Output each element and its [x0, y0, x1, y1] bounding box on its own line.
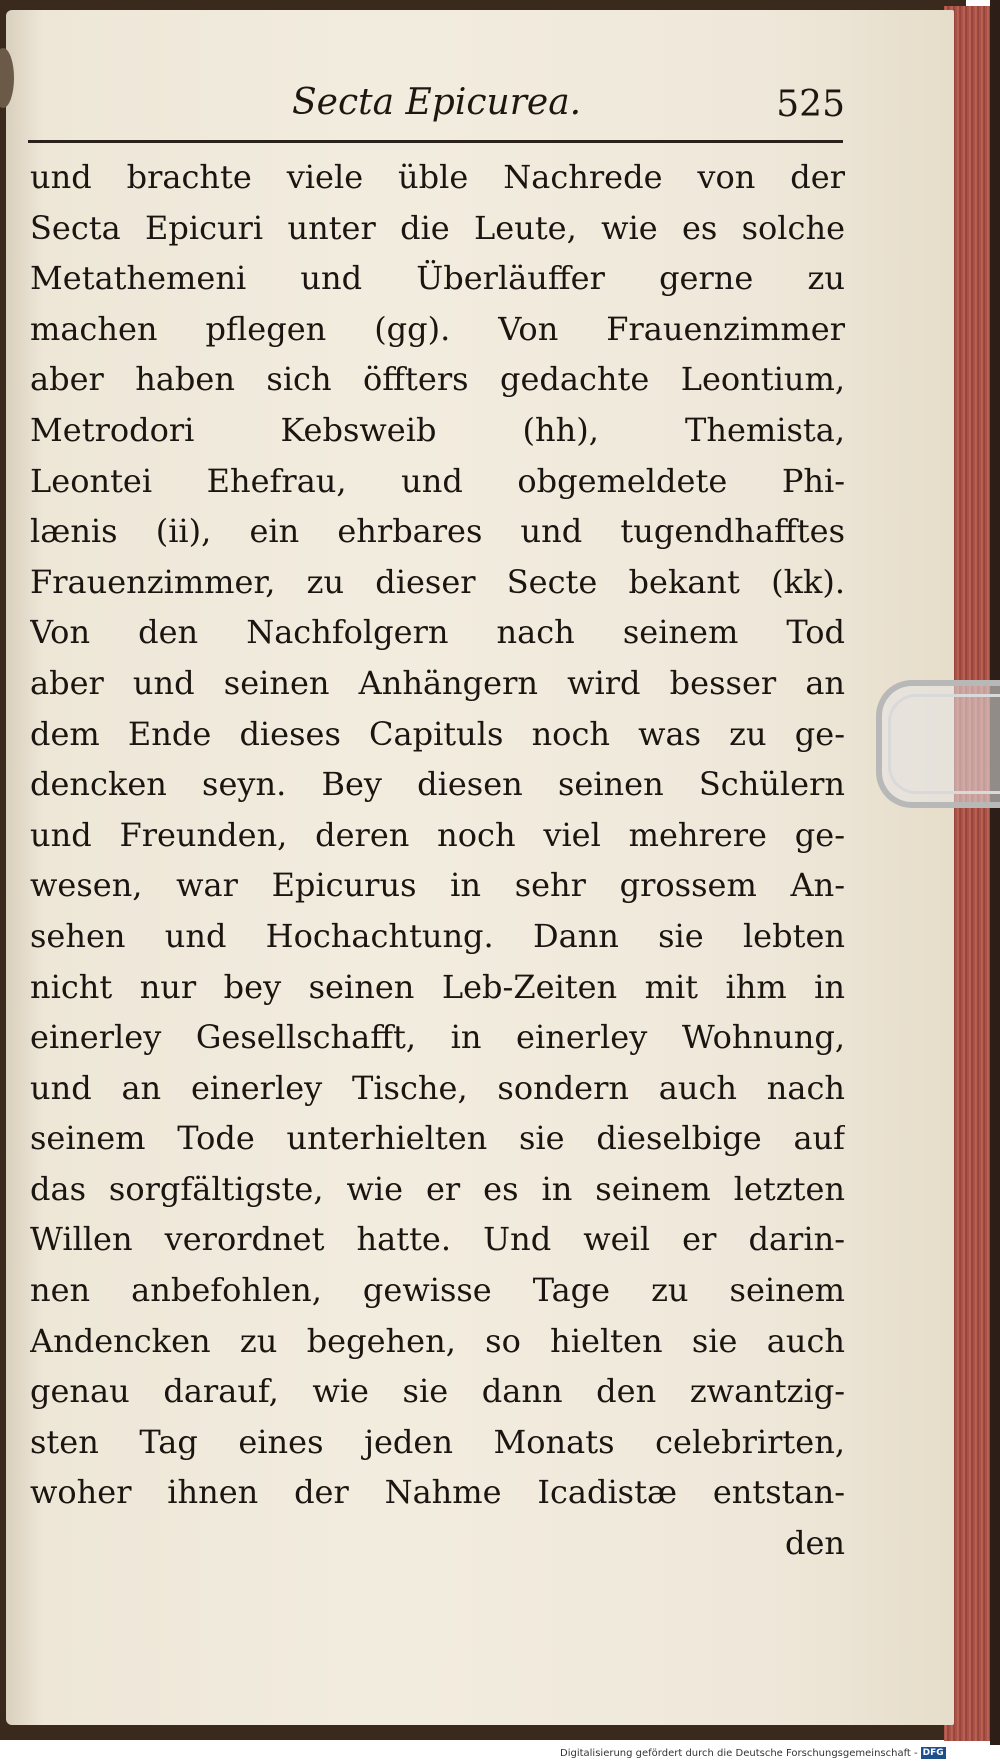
page-clasp-inner: [888, 694, 1000, 794]
text-line: Secta Epicuri unter die Leute, wie es solche: [30, 208, 845, 247]
text-line: dencken seyn. Bey diesen seinen Schülern: [30, 765, 845, 804]
text-line: aber haben sich öffters gedachte Leontium,: [30, 360, 845, 399]
digitization-credit: [560, 1745, 1000, 1763]
header-rule: [28, 140, 843, 143]
text-line: Metrodori Kebsweib (hh), Themista,: [30, 410, 845, 449]
text-line: Metathemeni und Überläuffer gerne zu: [30, 259, 845, 298]
text-line: sten Tag eines jeden Monats celebrirten,: [30, 1422, 845, 1461]
text-line: nen anbefohlen, gewisse Tage zu seinem: [30, 1271, 845, 1310]
book-edge-shadow: [990, 0, 1000, 1745]
text-line: einerley Gesellschafft, in einerley Wohnung,: [30, 1018, 845, 1057]
body-text: [30, 152, 845, 1569]
text-line: dem Ende dieses Capituls noch was zu ge-: [30, 714, 845, 753]
text-line: Andencken zu begehen, so hielten sie auch: [30, 1321, 845, 1360]
page-number: 525: [776, 84, 845, 125]
text-line: Frauenzimmer, zu dieser Secte bekant (kk).: [30, 562, 845, 601]
text-line: und brachte viele üble Nachrede von der: [30, 158, 845, 196]
text-line: Willen verordnet hatte. Und weil er darin-: [30, 1220, 845, 1259]
page-header: [30, 82, 845, 142]
text-line: genau darauf, wie sie dann den zwantzig-: [30, 1372, 845, 1411]
text-line: lænis (ii), ein ehrbares und tugendhafftes: [30, 512, 845, 551]
text-line: woher ihnen der Nahme Icadistæ entstan-: [30, 1473, 845, 1512]
text-line: machen pflegen (gg). Von Frauenzimmer: [30, 309, 845, 348]
text-line: aber und seinen Anhängern wird besser an: [30, 663, 845, 702]
text-line: wesen, war Epicurus in sehr grossem An-: [30, 866, 845, 905]
running-title: Secta Epicurea.: [292, 82, 582, 123]
text-line: und Freunden, deren noch viel mehrere ge-: [30, 815, 845, 854]
credit-text: Digitalisierung gefördert durch die Deutsche Forschungsgemeinschaft -: [560, 1748, 918, 1759]
catchword: den: [784, 1524, 845, 1563]
binding-ring: [0, 48, 14, 108]
dfg-logo: DFG: [922, 1748, 944, 1758]
text-line: seinem Tode unterhielten sie dieselbige auf: [30, 1119, 845, 1158]
text-line: das sorgfältigste, wie er es in seinem letzten: [30, 1169, 845, 1208]
text-line: sehen und Hochachtung. Dann sie lebten: [30, 916, 845, 955]
text-line: Leontei Ehefrau, und obgemeldete Phi-: [30, 461, 845, 500]
text-line: Von den Nachfolgern nach seinem Tod: [30, 613, 845, 652]
text-line: und an einerley Tische, sondern auch nach: [30, 1068, 845, 1107]
text-line: nicht nur bey seinen Leb-Zeiten mit ihm in: [30, 967, 845, 1006]
